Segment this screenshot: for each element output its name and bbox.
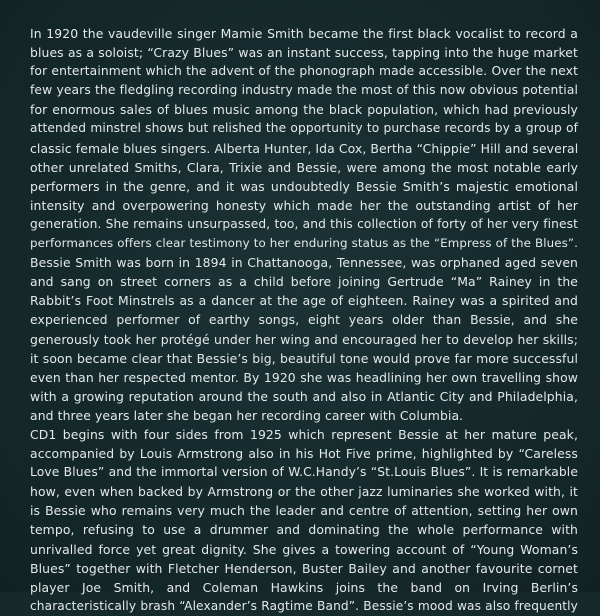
paragraph-2 bbox=[30, 425, 578, 616]
text-line: CD1 begins with four sides from 1925 which represent Bessie at her mature peak, bbox=[30, 426, 578, 442]
text-line: is Bessie who remains very much the leader and centre of attention, setting her own bbox=[30, 503, 578, 519]
text-line: and sang on street corners as a child before joining Gertrude “Ma” Rainey in the bbox=[30, 274, 578, 290]
text-line: tempo, refusing to use a drummer and dominating the whole performance with bbox=[30, 522, 578, 538]
text-line: unrivalled force yet great dignity. She gives a towering account of “Young Woman’s bbox=[30, 541, 578, 557]
text-line: performers in the genre, and it was undoubtedly Bessie Smith’s majestic emotional bbox=[30, 178, 578, 194]
text-line: how, even when backed by Armstrong or the other jazz luminaries she worked with, it bbox=[30, 484, 578, 500]
text-line: characteristically brash “Alexander’s Ragtime Band”. Bessie’s mood was also frequently bbox=[30, 598, 578, 613]
text-line: even than her respected mentor. By 1920 she was headlining her own travelling show bbox=[30, 369, 578, 385]
text-line: for entertainment which the advent of the phonograph made accessible. Over the next bbox=[30, 64, 578, 79]
text-line: with a growing reputation around the south and also in Atlantic City and Philadelphia, bbox=[30, 388, 578, 404]
liner-notes-text bbox=[30, 24, 578, 616]
text-line: it soon became clear that Bessie’s big, beautiful tone would prove far more successful bbox=[30, 350, 578, 366]
text-line: generously took her protégé under her wing and encouraged her to develop her skills; bbox=[30, 331, 578, 347]
text-line: blues as a soloist; “Crazy Blues” was an instant success, tapping into the huge market bbox=[30, 45, 578, 61]
text-line: Bessie Smith was born in 1894 in Chattanooga, Tennessee, was orphaned aged seven bbox=[30, 255, 578, 271]
text-line: intensity and overpowering honesty which made her the outstanding artist of her bbox=[30, 197, 578, 213]
text-line: accompanied by Louis Armstrong also in his Hot Five prime, highlighted by “Careless bbox=[30, 446, 578, 462]
text-line: classic female blues singers. Alberta Hunter, Ida Cox, Bertha “Chippie” Hill and several bbox=[30, 140, 579, 156]
text-line: few years the fledgling recording industry made the most of this now obvious potential bbox=[30, 83, 578, 98]
text-line: In 1920 the vaudeville singer Mamie Smith became the first black vocalist to record a bbox=[30, 26, 578, 41]
text-line: player Joe Smith, and Coleman Hawkins joins the band on Irving Berlin’s bbox=[30, 579, 578, 595]
text-line: generation. She remains unsurpassed, too, and this collection of forty of her very finest bbox=[30, 216, 578, 231]
text-line: Rabbit’s Foot Minstrels as a dancer at the age of eighteen. Rainey was a spirited and bbox=[30, 293, 578, 309]
text-line: Love Blues” and the immortal version of W.C.Handy’s “St.Louis Blues”. It is remarkable bbox=[30, 465, 578, 480]
text-line: other unrelated Smiths, Clara, Trixie and Bessie, were among the most notable early bbox=[30, 159, 578, 175]
text-line: and three years later she began her recording career with Columbia. bbox=[30, 407, 464, 423]
text-line: performances offers clear testimony to her enduring status as the “Empress of the Blues”. bbox=[30, 236, 578, 251]
paragraph-1 bbox=[30, 24, 578, 425]
text-line: attended minstrel shows but relished the opportunity to purchase records by a group of bbox=[30, 121, 578, 136]
text-line: Blues” together with Fletcher Henderson, Buster Bailey and another favourite cornet bbox=[30, 560, 578, 576]
text-line: experienced performer of earthy songs, eight years older than Bessie, and she bbox=[30, 312, 578, 328]
text-line: for enormous sales of blues music among the black population, which had previously bbox=[30, 102, 578, 118]
